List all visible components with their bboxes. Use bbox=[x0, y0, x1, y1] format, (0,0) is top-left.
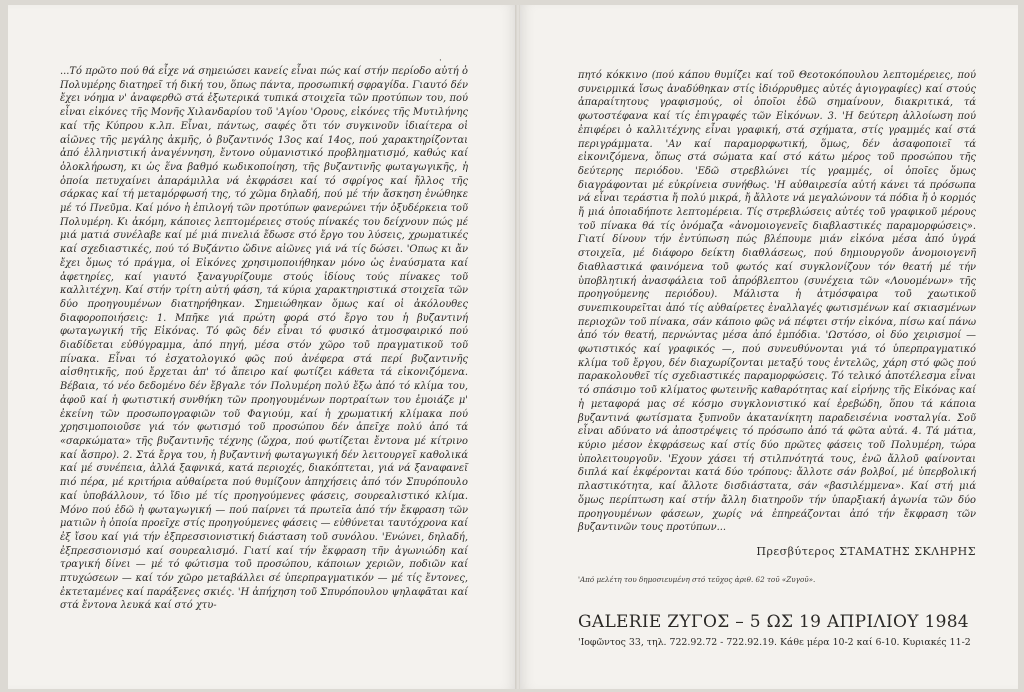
author-signature: Πρεσβύτερος ΣΤΑΜΑΤΗΣ ΣΚΛΗΡΗΣ bbox=[756, 545, 976, 558]
left-body-paragraph: ...Τό πρῶτο πού θά εἶχε νά σημειώσει κανείς εἶναι πώς καί στήν περίοδο αὐτή ὁ Πολυμέρης διατηρεῖ τή δική του, ὅπως πάντα, προσωπική σφραγίδα. Γιαυτό δέν ἔχει νόημα ν' ἀναφερθῶ στά ἐξωτερικά τυπικά στοιχεῖα τῶν προτύπων του, πού εἶναι εἰκόνες τῆς Μονῆς Χιλανδαρίου τοῦ 'Αγίου 'Ορους, εἰκόνες τῆς Μυτιλήνης καί τῆς Κύπρου κ.λπ. Εἶναι, πάντως, σαφές ὅτι τόν συγκινοῦν ἰδιαίτερα οἱ αἰῶνες τῆς μεγάλης ἀκμῆς, ὁ βυζαντινός 13ος καί 14ος, πού χαρακτηρίζονται ἀπό ἑλληνιστική ἀναγέννηση, ἔντονο οὐμανιστικό προβληματισμό, καθώς καί ὁλοκλήρωση, κι ὡς ἕνα βαθμό κωδικοποίηση, τῆς βυζαντινῆς φωταγωγικῆς, ἡ ὁποία πετυχαίνει ἀπαράμιλλα νά ἐκφράσει καί τό σφρίγος καί ἤλλος τῆς σάρκας καί τή μεταμόρφωσή της, τό χῶμα δηλαδή, πού μέ τήν ἄσκηση ἑνώθηκε μέ τό Πνεῦμα. Καί μόνο ἡ ἐπιλογή τῶν προτύπων φανερώνει τήν ὀξυδέρκεια τοῦ Πολυμέρη. Κι ἀκόμη, κάποιες λεπτομέρειες στούς πίνακές του δείχνουν πώς μέ μιά ματιά συνέλαβε καί μέ μιά πινελιά ἔδωσε στό ἔργο του λύσεις, χρωματικές καί σχεδιαστικές, πού τό Βυζάντιο ὤδινε αἰῶνες γιά νά τίς δώσει. 'Οπως κι ἄν ἔχει ὅμως τό πράγμα, οἱ Εἰκόνες χρησιμοποιήθηκαν μόνο ὡς ἐναύσματα καί ἀφετηρίες, καί γιαυτό ξαναγυρίζουμε στούς ἰδίους τούς πίνακες τοῦ καλλιτέχνη. Καί στήν τρίτη αὐτή φάση, τά κύρια χαρακτηριστικά στοιχεῖα τῶν δύο προηγουμένων διατηρήθηκαν. Σημειώθηκαν ὅμως καί οἱ ἀκόλουθες διαφοροποιήσεις: 1. Μπῆκε γιά πρώτη φορά στό ἔργο του ἡ βυζαντινή φωταγωγική τῆς Εἰκόνας. Τό φῶς δέν εἶναι τό φυσικό ἀτμοσφαιρικό πού διαδίδεται εὐθύγραμμα, ἀπό πηγή, μέσα στόν χῶρο τοῦ πραγματικοῦ τοῦ πίνακα. Εἶναι τό ἐσχατολογικό φῶς πού ἀνέφερα στά περί βυζαντινῆς αἰσθητικῆς, πού ἔρχεται ἀπ' τό ἄπειρο καί φωτίζει κάθετα τά εἰκονιζόμενα. Βέβαια, τό νέο δεδομένο δέν ἔβγαλε τόν Πολυμέρη πολύ ἔξω ἀπό τό κλίμα του, ἀφοῦ καί ἡ φωτιστική συνθήκη τῶν προηγουμένων πορτραίτων του ἐμοιάζε μ' ἐκείνη τῶν προσωπογραφιῶν τοῦ Φαγιούμ, καί ἡ χρωματική κλίμακα πού χρησιμοποιοῦσε γιά τόν φωτισμό τοῦ προσώπου δέν ἀπεῖχε πολύ ἀπό τά «σαρκώματα» τῆς βυζαντινῆς τέχνης (ὤχρα, πού φωτίζεται ἔντονα μέ κίτρινο καί ἄσπρο). 2. Στά ἔργα του, ἡ βυζαντινή φωταγωγική δέν λειτουργεῖ καθολικά καί μέ συνέπεια, ἀλλά ξαφνικά, κατά περιοχές, διακόπτεται, γιά νά ξαναφανεῖ πιό πέρα, μέ κριτήρια αὐθαίρετα πού θυμίζουν ἀπηχήσεις ἀπό τόν Σπυρόπουλο καί ὑποβάλλουν, τό ἴδιο μέ τίς προηγούμενες φάσεις, σουρεαλιστικό κλίμα. Μόνο πού ἐδῶ ἡ φωταγωγική — πού παίρνει τά πρωτεῖα ἀπό τήν ἔκφραση τῶν ματιῶν ἡ ὁποία προεῖχε στίς προηγούμενες φάσεις — εὐθύνεται ταυτόχρονα καί ἐξ ἴσου καί γιά τήν ἐξπρεσσιονιστική διάσταση τοῦ συνόλου. 'Ενώνει, δηλαδή, ἐξπρεσσιονισμό καί σουρεαλισμό. Γιατί καί τήν ἔκφραση τῆν ἀγωνιώδη καί τραγική δίνει — μέ τό φώτισμα τοῦ προσώπου, κάποιων χεριῶν, ποδιῶν καί πτυχώσεων — καί τόν χῶρο μεταβάλλει σέ ὑπερπραγματικόν — μέ τίς ἔντονες, ἐκτεταμένες καί παράξενες σκιές. 'Η ἀπήχηση τοῦ Σπυρόπουλου ψηλαφᾶται καί στά ἔντονα λευκά καί στό χτυ- bbox=[60, 66, 468, 612]
gallery-address: 'Ιοφῶντος 33, τηλ. 722.92.72 - 722.92.19. Κάθε μέρα 10-2 καί 6-10. Κυριακές 11-2 bbox=[578, 637, 971, 648]
left-page-text bbox=[60, 65, 468, 613]
source-note: 'Από μελέτη του δημοσιευμένη στό τεῦχος ἀριθ. 62 τοῦ «Ζυγοῦ». bbox=[578, 575, 816, 584]
exhibition-title: GALERIE ΖΥΓΟΣ – 5 ΩΣ 19 ΑΠΡΙΛΙΟΥ 1984 bbox=[578, 612, 969, 632]
right-page-text bbox=[578, 69, 976, 535]
right-page bbox=[520, 5, 1018, 689]
page-mark: · bbox=[439, 56, 442, 66]
right-body-paragraph: πητό κόκκινο (πού κάπου θυμίζει καί τοῦ Θεοτοκόπουλου λεπτομέρειες, πού συνειρμικά ἴσως ἀναδύθηκαν στίς ἰδιόρρυθμες αὐτές ἁγιογραφίες) καί στούς ἀπαραίτητους γραφισμούς, οἱ ὁποῖοι ἐδῶ σημαίνουν, διακριτικά, τά φωτοστέφανα καί τίς ἐπιγραφές τῶν Εἰκόνων. 3. 'Η δεύτερη ἀλλοίωση πού ἐπιφέρει ὁ καλλιτέχνης εἶναι γραφική, στά σχήματα, στίς γραμμές καί στά περιγράμματα. 'Αν καί παραμορφωτική, ὅμως, δέν ἀσαφοποιεῖ τά εἰκονιζόμενα, ὅπως στά σώματα καί στό κάτω μέρος τοῦ προσώπου τῆς δεύτερης περιόδου. 'Εδῶ στρεβλώνει τίς γραμμές, οἱ ὁποῖες ὅμως διαγράφονται μέ εὐκρίνεια συνήθως. 'Η αὐθαιρεσία αὐτή κάνει τά πρόσωπα νά εἶναι τεράστια ἤ πολύ μικρά, ἤ ἄλλοτε νά μεγαλώνουν τά πόδια ἤ ὁ κορμός ἤ μιά ὁποιαδήποτε λεπτομέρεια. Τίς στρεβλώσεις αὐτές τοῦ γραφικοῦ μέρους τοῦ πίνακα θά τίς ὀνόμαζα «ἀνομοιογενεῖς διαβλαστικές παραμορφώσεις». Γιατί δίνουν τήν ἐντύπωση πώς βλέπουμε μιάν εἰκόνα μέσα ἀπό ὑγρά στοιχεῖα, μέ διάφορο δείκτη διαθλάσεως, πού δημιουργοῦν ἀνομοιογενῆ διαθλαστικά φαινόμενα τοῦ φωτός καί συγκλονίζουν τόν θεατή μέ τήν ὑποβλητική ἀνασφάλεια τοῦ ἀπρόβλεπτου (συνέχεια τῶν «Λουομένων» τῆς προηγούμενης περιόδου). Μάλιστα ἡ ἀτμόσφαιρα τοῦ χαωτικοῦ συνεπικουρεῖται ἀπό τίς αὐθαίρετες ἐναλλαγές φωτισμένων καί σκιασμένων περιοχῶν τοῦ πίνακα, σάν κάποιο φῶς νά πέφτει στήν εἰκόνα, πίσω καί πάνω ἀπό τόν θεατή, περνώντας μέσα ἀπό ἐμπόδια. 'Ωστόσο, οἱ δύο χειρισμοί — φωτιστικός καί γραφικός —, πού συνευθύνονται γιά τό ὑπερπραγματικό κλίμα τοῦ ἔργου, δέν διαχωρίζονται μεταξύ τους ἐντελῶς, χάρη στό φῶς πού παρακολουθεῖ τίς σχεδιαστικές παραμορφώσεις. Τό τελικό ἀποτέλεσμα εἶναι τό σπάσιμο τοῦ κλίματος φωτεινῆς καθαρότητας καί εἰρήνης τῆς Εἰκόνας καί ἡ μεταφορά μας σέ κόσμο συγκλονιστικό καί ἐρεβώδη, ὅπου τά κάποια βυζαντινά φωτίσματα ξυπνοῦν ἀκατανίκητη παραδεισένια νοσταλγία. Σοῦ εἶναι αδύνατο νά ἀποστρέψεις τό πρόσωπο ἀπό τά φῶτα αὐτά. 4. Τά μάτια, κύριο μέσον ἐκφράσεως καί στίς δύο πρῶτες φάσεις τοῦ Πολυμέρη, τώρα ὑπολειτουργοῦν. 'Εχουν χάσει τή στιλπνότητά τους, ἐνῶ ἄλλοῦ φαίνονται διπλά καί ἐκφέρονται κατά δύο τρόπους: ἄλλοτε σάν βολβοί, μέ ὑπερβολική πλαστικότητα, καί ἄλλοτε δισδιάστατα, σάν «βασιλέμμενα». Καί στή μιά ὅμως περίπτωση καί στήν ἄλλη διατηροῦν τήν ὑπαρξιακή ἀγωνία τῶν δύο προηγουμένων φάσεων, χωρίς νά ἐπηρεάζονται ἀπό τήν ἔκφραση τῶν βυζαντινῶν τους προτύπων... bbox=[578, 70, 976, 534]
left-page bbox=[8, 5, 516, 689]
